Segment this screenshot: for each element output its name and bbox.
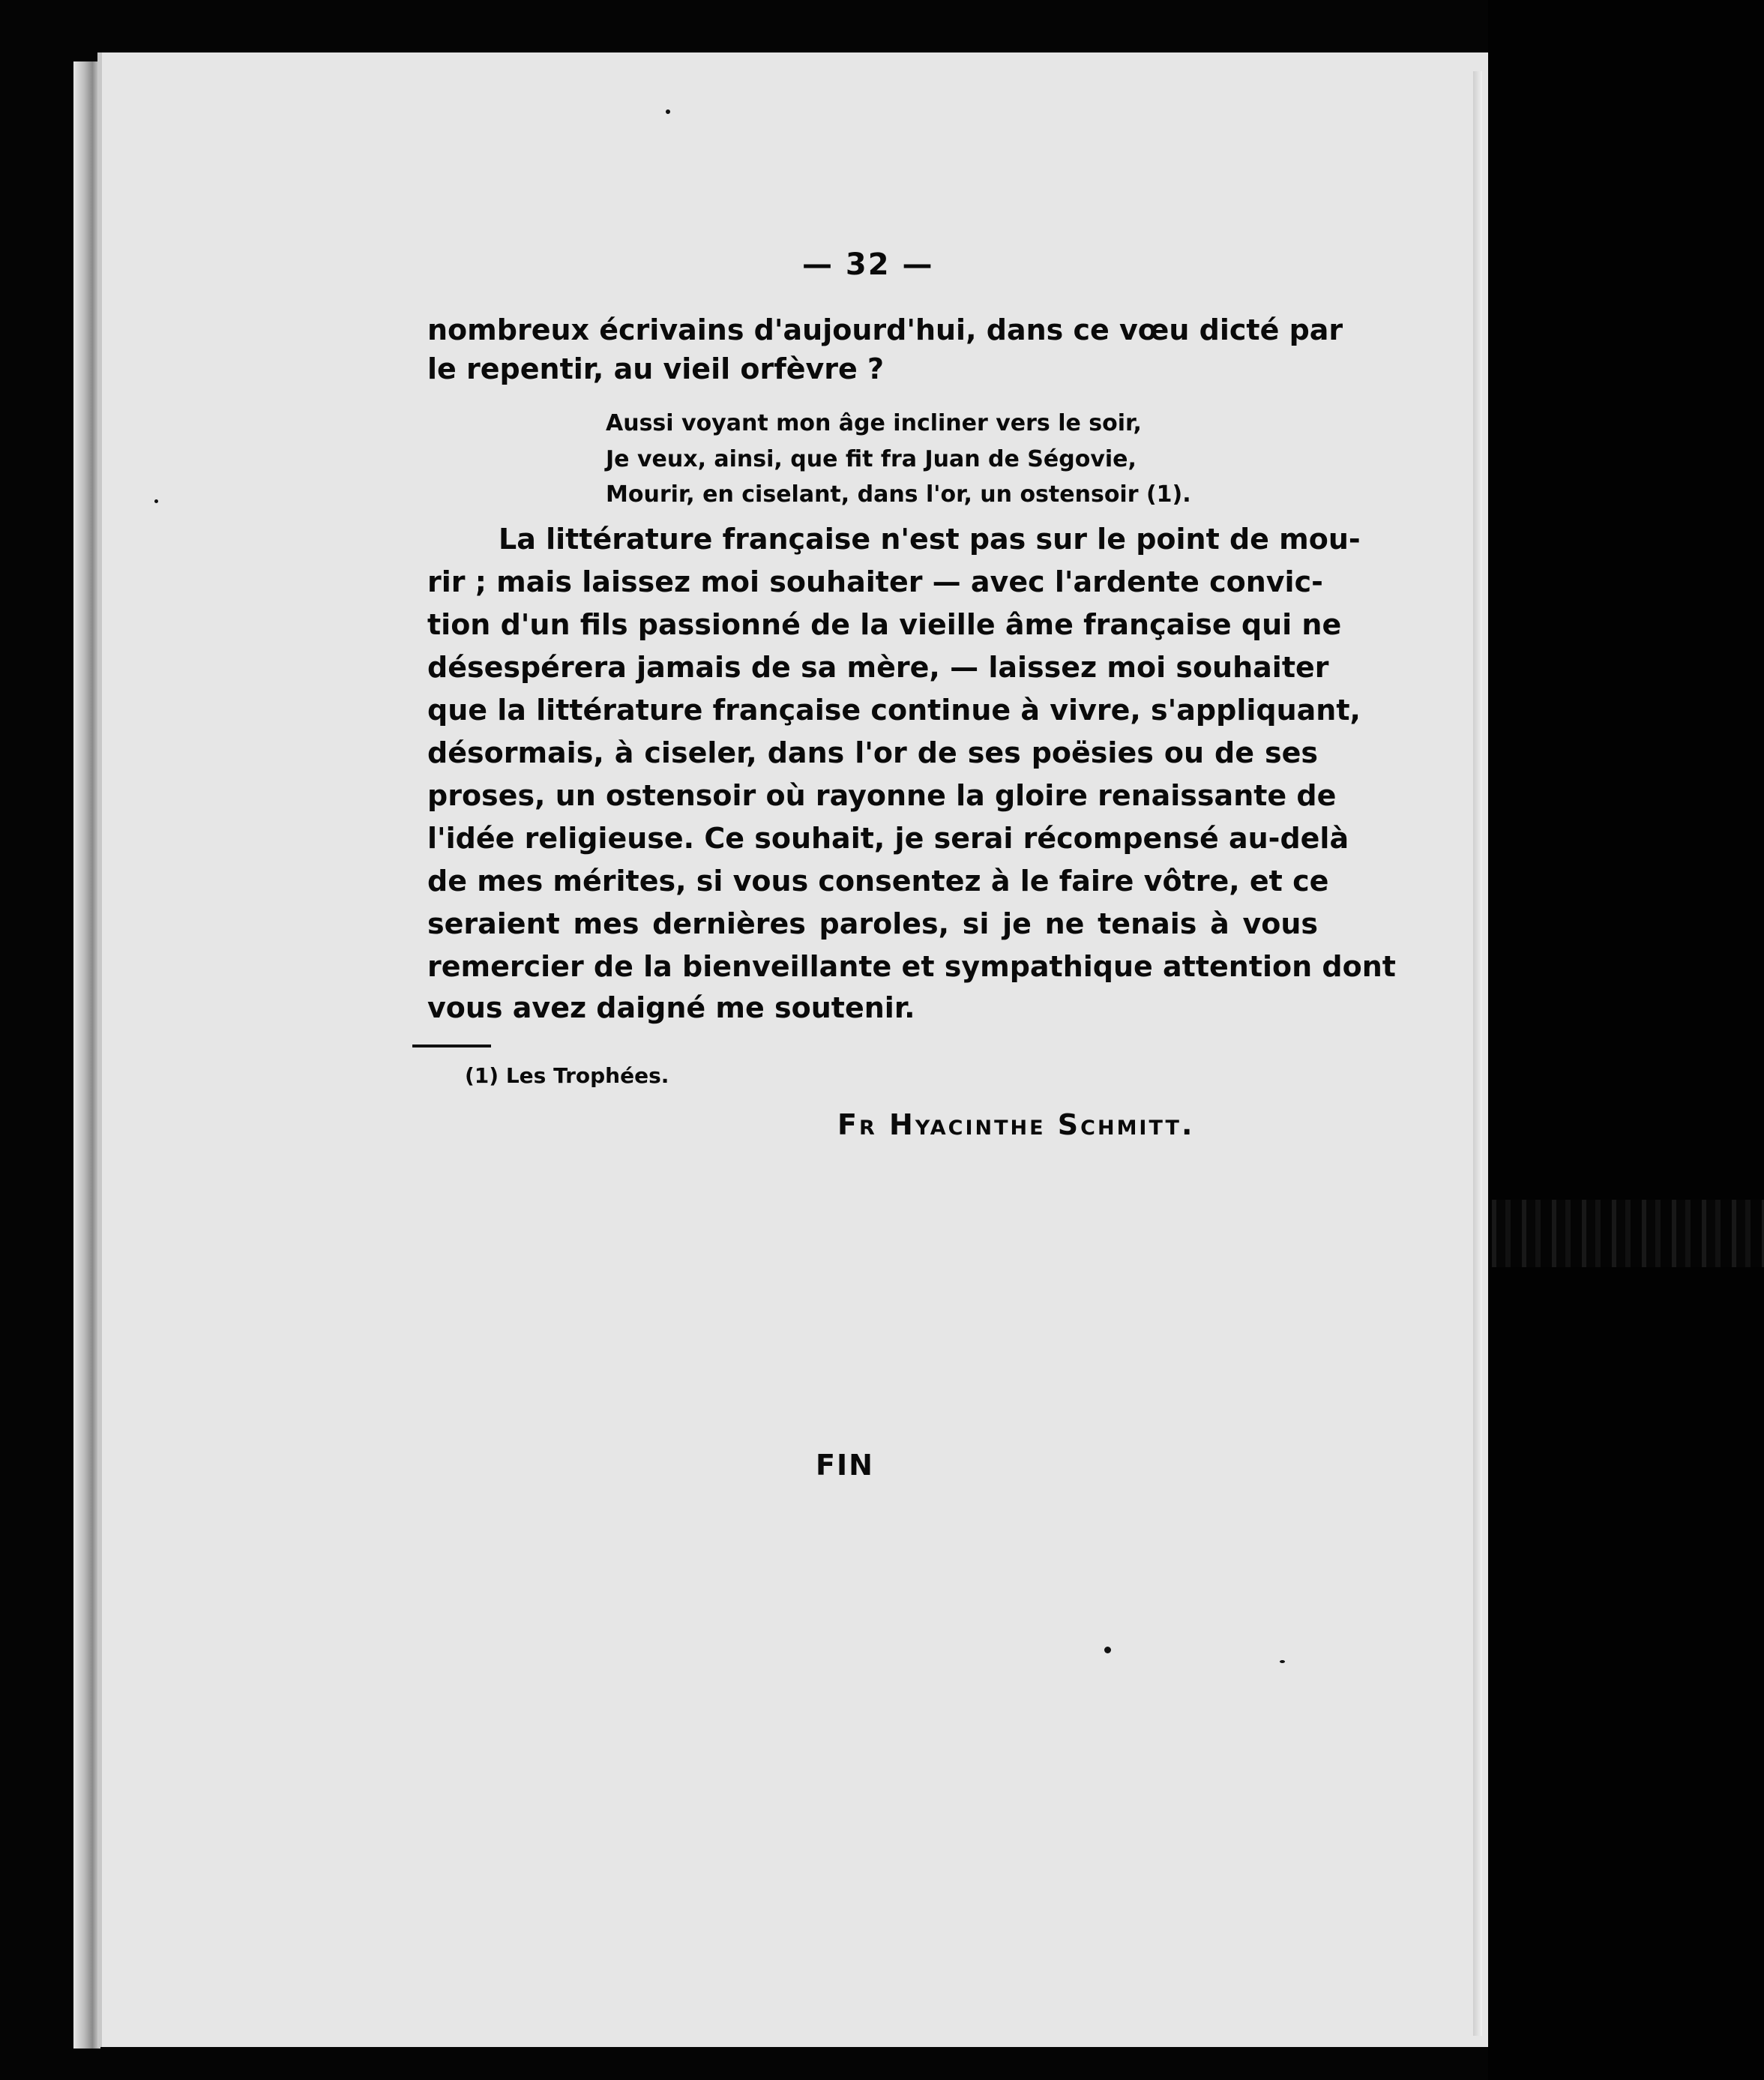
paragraph-line: le repentir, au vieil orfèvre ? [427,352,885,385]
footnote-rule [412,1044,491,1047]
end-mark: FIN [816,1449,874,1482]
paragraph-line: nombreux écrivains d'aujourd'hui, dans ce vœu dicté par [427,313,1343,346]
dark-background-right [1488,0,1764,2080]
paragraph-line: désespérera jamais de sa mère, — laissez moi souhaiter [427,651,1329,684]
paragraph-line: désormais, à ciseler, dans l'or de ses poësies ou de ses [427,736,1318,769]
page-number: — 32 — [802,247,934,282]
paragraph-line: tion d'un fils passionné de la vieille âme française qui ne [427,608,1342,641]
paragraph-line: La littérature française n'est pas sur le point de mou- [499,523,1361,556]
paragraph-line: de mes mérites, si vous consentez à le faire vôtre, et ce [427,865,1329,898]
paragraph-line: rir ; mais laissez moi souhaiter — avec l'ardente convic- [427,565,1323,598]
book-page [97,52,1489,2047]
dust-speck [1280,1660,1285,1663]
paragraph-line: vous avez daigné me soutenir. [427,991,915,1024]
verse-line: Mourir, en ciselant, dans l'or, un ostensoir (1). [606,481,1191,508]
author-signature: Fr Hyacinthe Schmitt. [837,1108,1195,1141]
paragraph-line: proses, un ostensoir où rayonne la gloire renaissante de [427,779,1337,812]
verse-line: Je veux, ainsi, que fit fra Juan de Ségovie, [606,446,1137,472]
paragraph-line: seraient mes dernières paroles, si je ne tenais à vous [427,907,1318,940]
dust-speck [1104,1647,1111,1653]
dust-speck [154,499,158,503]
book-spine-strip [73,61,100,2049]
paragraph-line: l'idée religieuse. Ce souhait, je serai récompensé au-delà [427,822,1349,855]
paragraph-line: que la littérature française continue à vivre, s'appliquant, [427,694,1361,727]
scan-noise [1492,1200,1764,1267]
verse-line: Aussi voyant mon âge incliner vers le soir, [606,410,1142,436]
dust-speck [666,109,670,114]
footnote: (1) Les Trophées. [465,1063,669,1088]
paragraph-line: remercier de la bienveillante et sympathique attention dont [427,950,1396,983]
page-edge [1473,71,1482,2036]
